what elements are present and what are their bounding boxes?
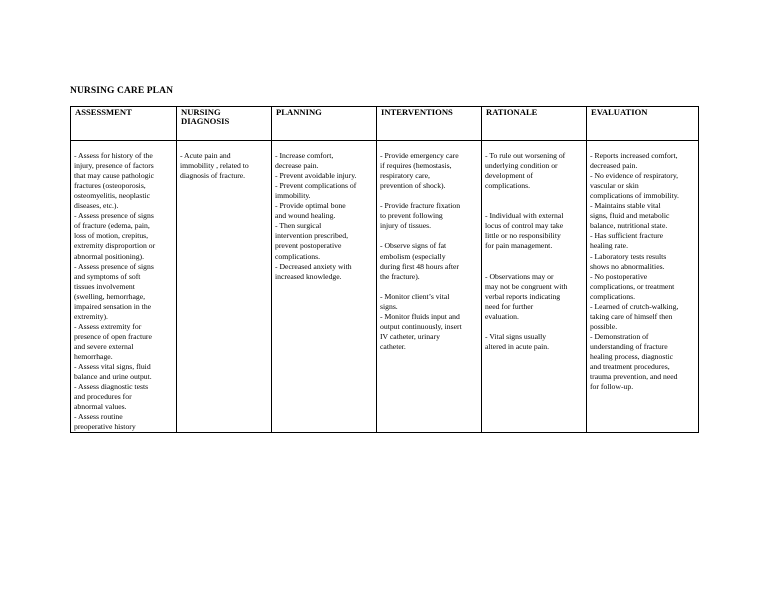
cell-text-line: tissues involvement [74,281,135,291]
cell-text-line: understanding of fracture [590,341,668,351]
cell-text-line: need for further [485,301,534,311]
cell-text-line: prevent postoperative [275,241,342,251]
cell-text-line: diagnosis of fracture. [180,171,246,181]
cell-text-line: - Provide fracture fixation [380,201,461,211]
cell-text-line: - Acute pain and [180,151,231,161]
document-title: NURSING CARE PLAN [70,86,174,96]
cell-text-line: catheter. [380,341,406,351]
cell-text-line: complications. [590,291,636,301]
cell-text-line: extremity). [74,311,108,321]
cell-rationale [482,141,587,433]
cell-text-line: - Has sufficient fracture [590,231,664,241]
cell-text-line: respiratory care, [380,171,430,181]
header-text-line: ASSESSMENT [75,107,132,117]
cell-text-line: injury, presence of factors [74,161,154,171]
cell-text-line [485,322,583,332]
cell-text-line [485,201,583,211]
spacer-line [485,141,583,151]
cell-text-line: - Observations may or [485,271,554,281]
header-interventions [377,107,482,141]
header-row [71,107,699,141]
cell-text-line: hemorrhage. [74,351,113,361]
cell-text-line: - Then surgical [275,221,322,231]
header-nursing-diagnosis [177,107,272,141]
cell-text-line: - Assess presence of signs [74,211,154,221]
cell-text-line [380,231,478,241]
cell-text-line: - Reports increased comfort, [590,151,678,161]
cell-text-line: embolism (especially [380,251,446,261]
cell-text-line: - Learned of crutch-walking, [590,301,679,311]
cell-text-line [380,191,478,201]
cell-text-line: - Assess extremity for [74,321,142,331]
cell-text-line: and severe external [74,341,134,351]
cell-text-line: trauma prevention, and need [590,372,678,382]
header-text-line: EVALUATION [591,107,648,117]
cell-text-line: - Prevent complications of [275,181,357,191]
cell-text-line: - To rule out worsening of [485,151,566,161]
spacer-line [590,141,695,151]
cell-text-line: - Observe signs of fat [380,241,447,251]
cell-text-line: - Laboratory tests results [590,251,667,261]
cell-text-line: extremity disproportion or [74,241,156,251]
spacer-line [275,141,373,151]
cell-text-line: loss of motion, crepitus, [74,231,149,241]
cell-planning [272,141,377,433]
table-row [71,141,699,433]
header-text-line: INTERVENTIONS [381,107,453,117]
cell-text-line: and treatment procedures, [590,362,670,372]
cell-text-line: - Vital signs usually [485,331,547,341]
cell-text-line: (swelling, hemorrhage, [74,291,146,301]
header-text-line: PLANNING [276,107,322,117]
cell-text-line: verbal reports indicating [485,291,561,301]
cell-text-line: decreased pain. [590,161,638,171]
cell-text-line: the fracture). [380,271,420,281]
cell-text-line: that may cause pathologic [74,171,155,181]
cell-text-line: immobility. [275,191,311,201]
cell-text-line: for follow-up. [590,382,634,392]
spacer-line [380,141,478,151]
cell-text-line [380,282,478,292]
cell-nursing-diagnosis [177,141,272,433]
cell-text-line: increased knowledge. [275,271,342,281]
header-text-line: DIAGNOSIS [181,116,230,126]
cell-text-line: immobility , related to [180,161,249,171]
cell-text-line: underlying condition or [485,161,558,171]
cell-text-line: decrease pain. [275,161,319,171]
cell-text-line: output continuously, insert [380,321,462,331]
cell-text-line: impaired sensation in the [74,301,152,311]
cell-text-line: - Increase comfort, [275,151,334,161]
cell-text-line: IV catheter, urinary [380,331,440,341]
cell-text-line: signs, fluid and metabolic [590,211,670,221]
cell-text-line: of fracture (edema, pain, [74,221,150,231]
cell-text-line: - Individual with external [485,211,564,221]
cell-text-line: presence of open fracture [74,331,152,341]
cell-text-line: and procedures for [74,392,132,402]
spacer-line [74,141,173,151]
cell-text-line: taking care of himself then [590,311,673,321]
header-text-line: NURSING [181,107,221,117]
cell-text-line: to prevent following [380,211,443,221]
cell-text-line: - Provide emergency care [380,151,459,161]
cell-text-line: and wound healing. [275,211,336,221]
cell-text-line: for pain management. [485,241,553,251]
cell-text-line: balance, nutritional state. [590,221,668,231]
cell-text-line: injury of tissues. [380,221,432,231]
cell-evaluation [587,141,699,433]
cell-text-line: - Monitor fluids input and [380,311,460,321]
cell-text-line: - Maintains stable vital [590,201,661,211]
cell-text-line [485,262,583,272]
header-assessment [71,107,177,141]
cell-text-line: evaluation. [485,311,519,321]
cell-text-line [485,191,583,201]
cell-text-line: - Prevent avoidable injury. [275,171,357,181]
cell-text-line: complications. [485,181,531,191]
spacer-line [180,141,268,151]
cell-text-line: - Provide optimal bone [275,201,346,211]
cell-text-line: balance and urine output. [74,372,152,382]
cell-text-line: - Assess for history of the [74,151,153,161]
header-text-line: RATIONALE [486,107,538,117]
cell-text-line: possible. [590,321,618,331]
cell-text-line: little or no responsibility [485,231,561,241]
cell-text-line: altered in acute pain. [485,341,550,351]
cell-text-line: preoperative history [74,422,136,432]
cell-text-line: - Assess routine [74,412,123,422]
cell-text-line: - Assess presence of signs [74,261,154,271]
cell-text-line: fractures (osteoporosis, [74,181,146,191]
header-evaluation [587,107,699,141]
nursing-care-plan-table [70,106,699,433]
header-rationale [482,107,587,141]
cell-text-line: - Demonstration of [590,331,649,341]
cell-text-line: osteomyelitis, neoplastic [74,191,151,201]
cell-text-line: locus of control may take [485,221,564,231]
cell-text-line: - Monitor client’s vital [380,291,450,301]
cell-text-line: during first 48 hours after [380,261,459,271]
cell-text-line: signs. [380,301,398,311]
cell-text-line: if requires (hemostasis, [380,161,452,171]
cell-text-line: abnormal positioning). [74,251,145,261]
cell-text-line: development of [485,171,534,181]
cell-text-line: vascular or skin [590,181,639,191]
cell-text-line: complications, or treatment [590,281,675,291]
cell-text-line: - Assess diagnostic tests [74,382,149,392]
cell-text-line: - No postoperative [590,271,648,281]
cell-text-line: may not be congruent with [485,281,568,291]
cell-text-line: abnormal values. [74,402,127,412]
cell-text-line: healing rate. [590,241,628,251]
header-planning [272,107,377,141]
cell-interventions [377,141,482,433]
cell-text-line: healing process, diagnostic [590,351,674,361]
cell-text-line: diseases, etc.). [74,201,119,211]
cell-text-line [485,252,583,262]
cell-text-line: - Assess vital signs, fluid [74,362,151,372]
cell-text-line: shows no abnormalities. [590,261,665,271]
cell-text-line: complications of immobility. [590,191,679,201]
cell-text-line: - Decreased anxiety with [275,261,352,271]
cell-assessment [71,141,177,433]
cell-text-line: complications. [275,251,321,261]
cell-text-line: prevention of shock). [380,181,446,191]
cell-text-line: and symptoms of soft [74,271,141,281]
cell-text-line: intervention prescribed, [275,231,349,241]
cell-text-line: - No evidence of respiratory, [590,171,679,181]
